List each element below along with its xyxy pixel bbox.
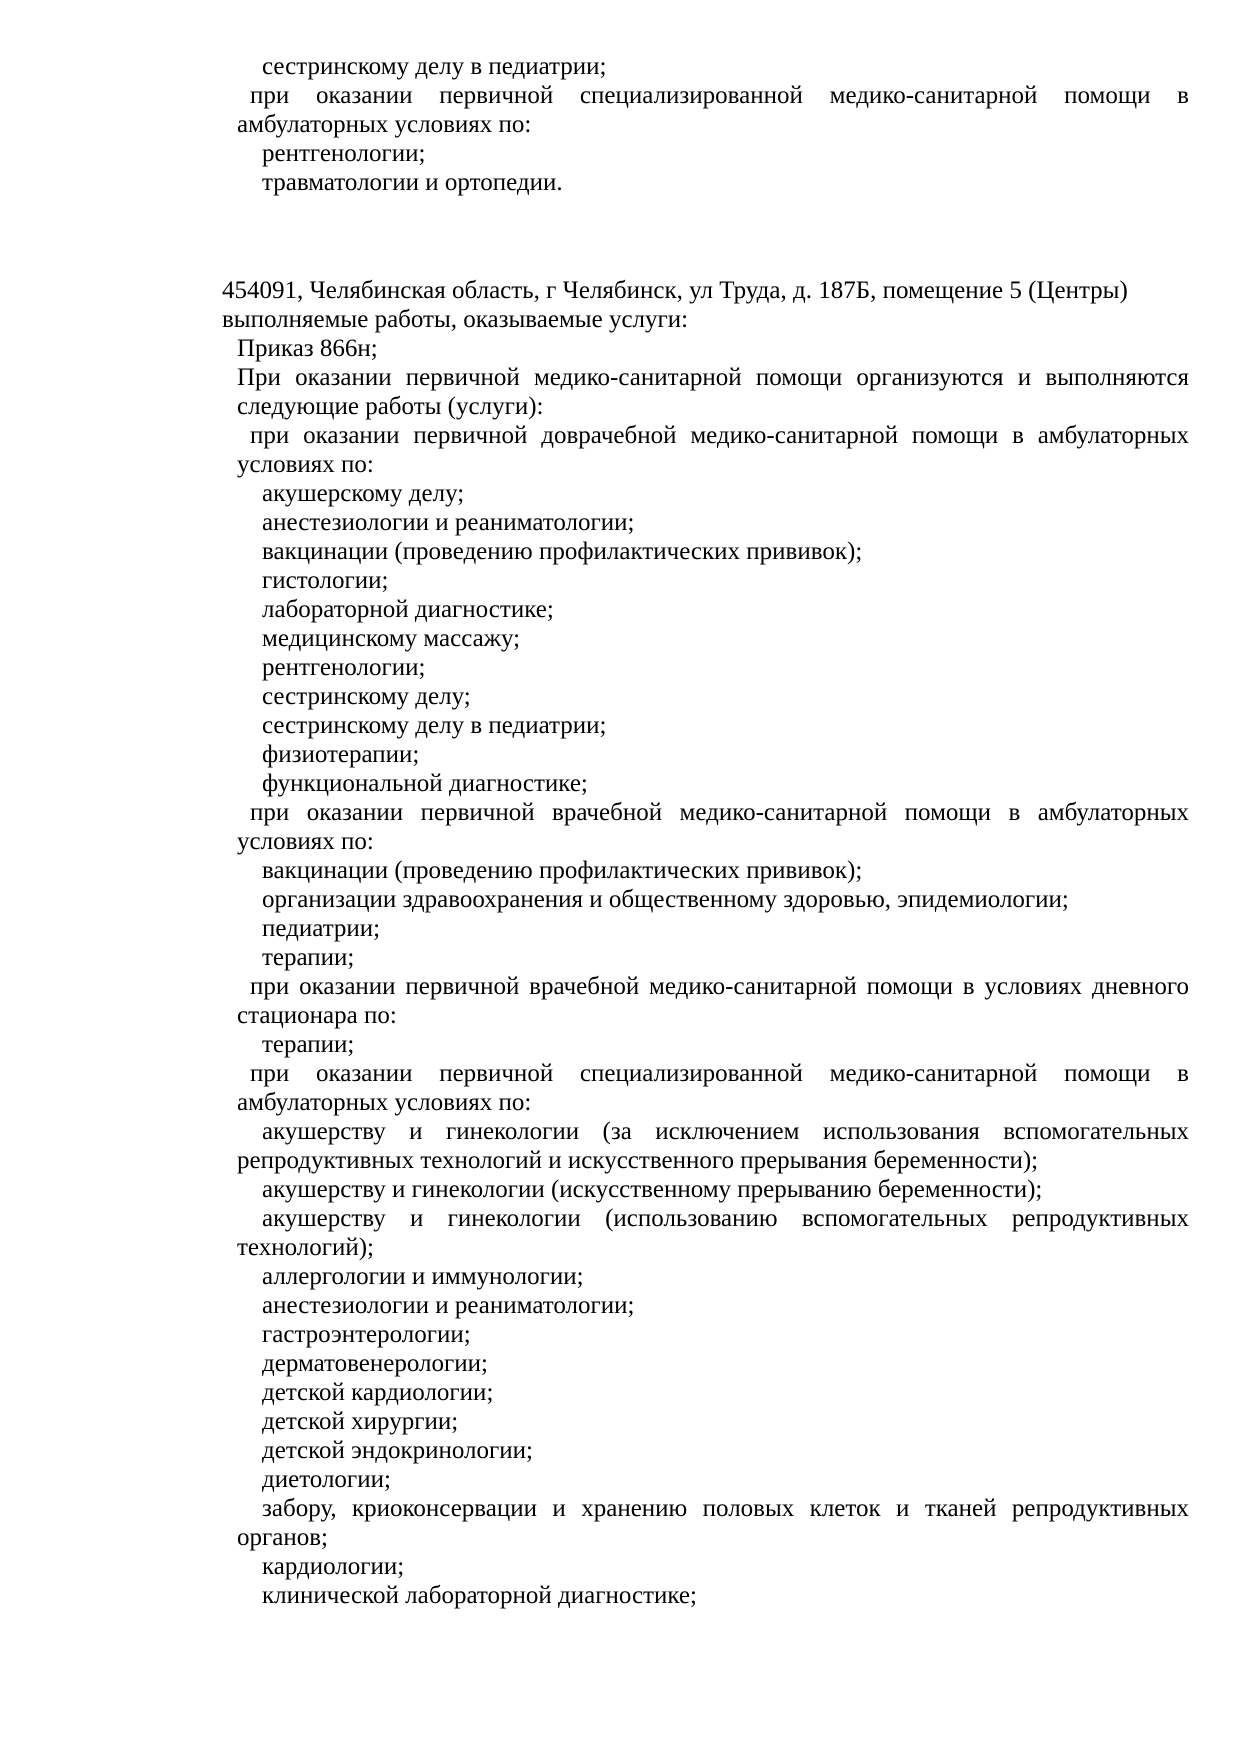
service-list-item: сестринскому делу в педиатрии;	[262, 712, 607, 739]
service-list-item: физиотерапии;	[262, 741, 420, 768]
service-list-item: диетологии;	[262, 1466, 391, 1493]
care-type-heading: при оказании первичной доврачебной медико-санитарной помощи в амбулаторных условиях по:	[237, 422, 1189, 478]
address-line: выполняемые работы, оказываемые услуги:	[222, 306, 689, 333]
service-list-item: лабораторной диагностике;	[262, 596, 554, 623]
service-list-item: дерматовенерологии;	[262, 1350, 488, 1377]
service-list-item: забору, криоконсервации и хранению половых клеток и тканей репродуктивных органов;	[237, 1495, 1189, 1551]
service-list-item: организации здравоохранения и общественному здоровью, эпидемиологии;	[262, 886, 1069, 913]
document-page	[222, 52, 1189, 1610]
service-list-item: детской кардиологии;	[262, 1379, 494, 1406]
service-list-item: вакцинации (проведению профилактических прививок);	[262, 538, 863, 565]
care-type-heading: при оказании первичной специализированной медико-санитарной помощи в амбулаторных условиях по:	[237, 82, 1189, 138]
care-type-heading: при оказании первичной специализированной медико-санитарной помощи в амбулаторных условиях по:	[237, 1060, 1189, 1116]
section-paragraph: При оказании первичной медико-санитарной помощи организуются и выполняются следующие работы (услуги):	[237, 364, 1189, 420]
service-list-item: аллергологии и иммунологии;	[262, 1263, 584, 1290]
service-list-item: функциональной диагностике;	[262, 770, 588, 797]
service-list-item: терапии;	[262, 1031, 355, 1058]
care-type-heading: при оказании первичной врачебной медико-санитарной помощи в амбулаторных условиях по:	[237, 799, 1189, 855]
service-list-item: вакцинации (проведению профилактических прививок);	[262, 857, 863, 884]
service-list-item: акушерству и гинекологии (использованию вспомогательных репродуктивных технологий);	[237, 1205, 1189, 1261]
service-list-item: детской хирургии;	[262, 1408, 459, 1435]
service-list-item: гистологии;	[262, 567, 389, 594]
address-line: 454091, Челябинская область, г Челябинск, ул Труда, д. 187Б, помещение 5 (Центры)	[222, 277, 1128, 304]
section-paragraph: Приказ 866н;	[237, 335, 378, 362]
service-list-item: акушерству и гинекологии (искусственному прерыванию беременности);	[262, 1176, 1043, 1203]
service-list-item: сестринскому делу в педиатрии;	[262, 53, 607, 80]
service-list-item: клинической лабораторной диагностике;	[262, 1582, 697, 1609]
service-list-item: рентгенологии;	[262, 140, 426, 167]
blank-line	[222, 222, 1189, 251]
service-list-item: анестезиологии и реаниматологии;	[262, 509, 635, 536]
service-list-item: акушерскому делу;	[262, 480, 465, 507]
service-list-item: травматологии и ортопедии.	[262, 169, 563, 196]
care-type-heading: при оказании первичной врачебной медико-санитарной помощи в условиях дневного стационара по:	[237, 973, 1189, 1029]
service-list-item: гастроэнтерологии;	[262, 1321, 471, 1348]
service-list-item: медицинскому массажу;	[262, 625, 521, 652]
service-list-item: педиатрии;	[262, 915, 381, 942]
service-list-item: терапии;	[262, 944, 355, 971]
service-list-item: кардиологии;	[262, 1553, 405, 1580]
service-list-item: детской эндокринологии;	[262, 1437, 533, 1464]
service-list-item: акушерству и гинекологии (за исключением использования вспомогательных репродуктивных технологий и искусственного прерывания беременности);	[237, 1118, 1189, 1174]
service-list-item: анестезиологии и реаниматологии;	[262, 1292, 635, 1319]
service-list-item: сестринскому делу;	[262, 683, 471, 710]
service-list-item: рентгенологии;	[262, 654, 426, 681]
